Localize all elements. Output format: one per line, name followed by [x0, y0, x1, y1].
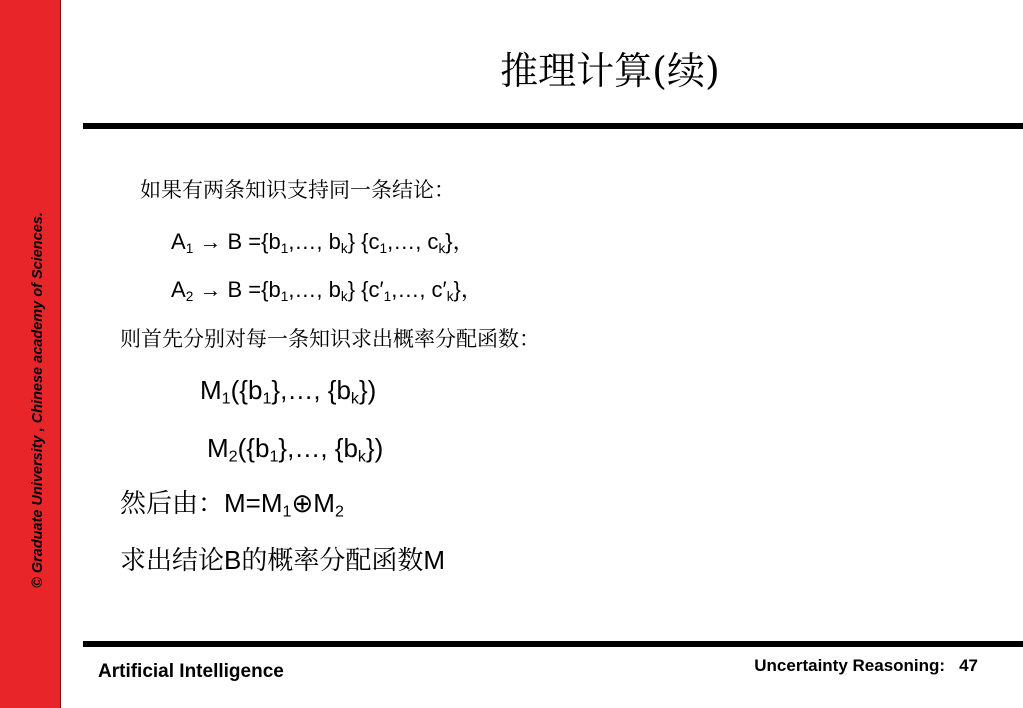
footer-rule [83, 641, 1023, 647]
step3-result: 求出结论B的概率分配函数M [120, 545, 446, 576]
footer-topic [754, 656, 978, 676]
copyright-credit: © Graduate University , Chinese academy of Sciences. [30, 212, 46, 588]
sidebar-divider [60, 0, 61, 708]
rule-a1: $A_1 \to B$ $=\{b_1,\dots$, $b_k$} {$c_1,\dots$, $c_k$}， [171, 229, 475, 256]
rule-a2: $A_2 \to B$ $=\{b_1,\dots$, $b_k$} {$c'_1,\dots$, $c'_k$}， [171, 277, 483, 304]
step1-text: 则首先分别对每一条知识求出概率分配函数： [120, 327, 540, 351]
formula-m1: $M_1(\{b_1\},\dots$, $\{b_k\}$) [200, 375, 377, 408]
topic-label: Uncertainty Reasoning: [754, 656, 946, 675]
slide-title: 推理计算(续) [500, 49, 720, 93]
title-rule [83, 123, 1023, 129]
step2-combine: 然后由：$M=M_1\oplus M_2$ [120, 488, 344, 521]
formula-m2: $M_2(\{b_1\},\dots$, $\{b_k\}$) [207, 433, 384, 466]
page-number: 47 [959, 656, 978, 675]
course-name: Artificial Intelligence [98, 661, 284, 682]
intro-text: 如果有两条知识支持同一条结论： [140, 178, 455, 202]
